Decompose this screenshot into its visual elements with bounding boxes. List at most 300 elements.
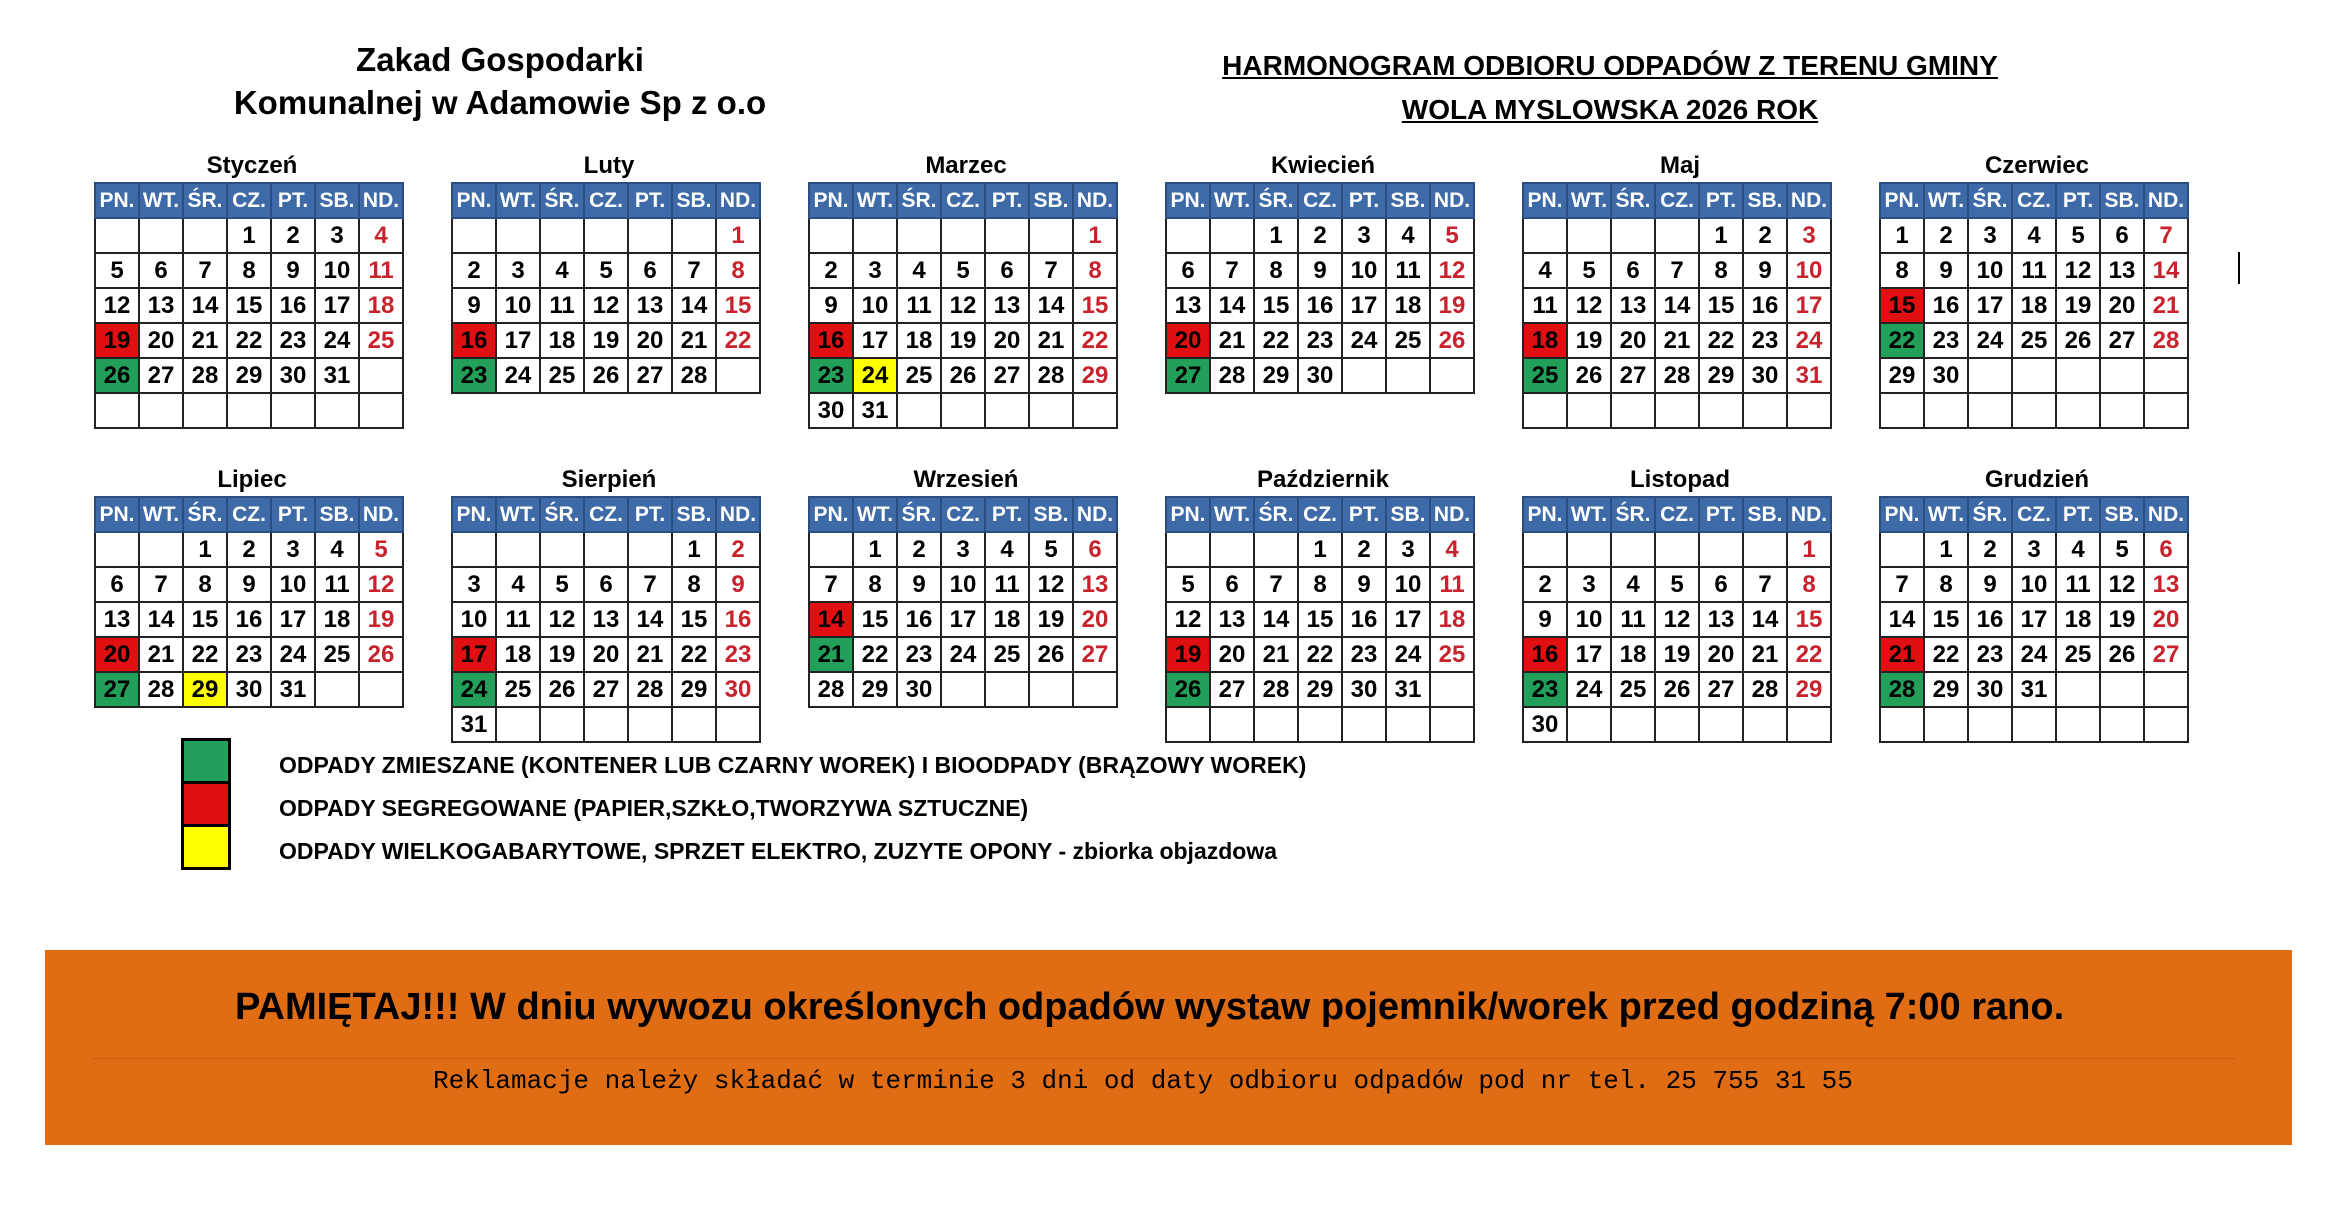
day-cell: 27 [584, 672, 628, 707]
day-cell: 16 [716, 602, 760, 637]
weekday-header: PT. [1342, 183, 1386, 218]
empty-cell [1210, 532, 1254, 567]
day-cell: 22 [227, 323, 271, 358]
day-cell: 20 [1699, 637, 1743, 672]
day-cell: 3 [853, 253, 897, 288]
day-cell: 14 [809, 602, 853, 637]
day-cell: 30 [271, 358, 315, 393]
day-cell: 19 [2100, 602, 2144, 637]
weekday-header: PT. [1342, 497, 1386, 532]
empty-cell [1968, 358, 2012, 393]
day-cell: 24 [2012, 637, 2056, 672]
title-line-2: WOLA MYSLOWSKA 2026 ROK [1401, 94, 1819, 125]
empty-cell [540, 707, 584, 742]
weekday-header: WT. [1567, 183, 1611, 218]
empty-cell [540, 532, 584, 567]
day-cell: 12 [1655, 602, 1699, 637]
weekday-header: SB. [315, 183, 359, 218]
legend-swatch-yellow [181, 824, 231, 870]
empty-cell [584, 707, 628, 742]
empty-cell [1298, 707, 1342, 742]
weekday-header: ND. [359, 183, 403, 218]
day-cell: 4 [359, 218, 403, 253]
day-cell: 1 [1787, 532, 1831, 567]
day-cell: 26 [2056, 323, 2100, 358]
day-cell: 4 [1523, 253, 1567, 288]
day-cell: 3 [1968, 218, 2012, 253]
day-cell: 24 [496, 358, 540, 393]
empty-cell [1880, 707, 1924, 742]
day-cell: 7 [1880, 567, 1924, 602]
day-cell: 1 [716, 218, 760, 253]
weekday-header: PN. [95, 183, 139, 218]
empty-cell [941, 218, 985, 253]
day-cell: 26 [1567, 358, 1611, 393]
empty-cell [985, 393, 1029, 428]
day-cell: 14 [628, 602, 672, 637]
day-cell: 24 [1787, 323, 1831, 358]
day-cell: 29 [227, 358, 271, 393]
empty-cell [2144, 393, 2188, 428]
day-cell: 26 [1430, 323, 1474, 358]
empty-cell [2012, 358, 2056, 393]
day-cell: 23 [897, 637, 941, 672]
day-cell: 30 [1743, 358, 1787, 393]
day-cell: 25 [315, 637, 359, 672]
empty-cell [897, 218, 941, 253]
empty-cell [496, 707, 540, 742]
day-cell: 12 [359, 567, 403, 602]
day-cell: 3 [271, 532, 315, 567]
day-cell: 6 [1073, 532, 1117, 567]
day-cell: 18 [1430, 602, 1474, 637]
day-cell: 13 [2100, 253, 2144, 288]
empty-cell [1743, 707, 1787, 742]
day-cell: 22 [1924, 637, 1968, 672]
day-cell: 6 [985, 253, 1029, 288]
day-cell: 10 [941, 567, 985, 602]
day-cell: 2 [1342, 532, 1386, 567]
day-cell: 6 [628, 253, 672, 288]
month-calendar [1879, 464, 2195, 743]
day-cell: 9 [1298, 253, 1342, 288]
day-cell: 13 [1073, 567, 1117, 602]
empty-cell [941, 672, 985, 707]
empty-cell [183, 218, 227, 253]
day-cell: 12 [95, 288, 139, 323]
day-cell: 5 [941, 253, 985, 288]
reminder-banner [45, 950, 2292, 1145]
day-cell: 10 [271, 567, 315, 602]
day-cell: 19 [2056, 288, 2100, 323]
day-cell: 23 [809, 358, 853, 393]
day-cell: 27 [95, 672, 139, 707]
day-cell: 1 [1073, 218, 1117, 253]
empty-cell [1166, 707, 1210, 742]
legend-label-green: ODPADY ZMIESZANE (KONTENER LUB CZARNY WOREK) I BIOODPADY (BRĄZOWY WOREK) [279, 752, 1307, 778]
day-cell: 4 [2056, 532, 2100, 567]
day-cell: 21 [1210, 323, 1254, 358]
weekday-header: ŚR. [540, 497, 584, 532]
empty-cell [2100, 358, 2144, 393]
day-cell: 21 [1655, 323, 1699, 358]
empty-cell [1880, 393, 1924, 428]
month-name: Luty [583, 152, 635, 179]
weekday-header: ND. [716, 497, 760, 532]
day-cell: 13 [2144, 567, 2188, 602]
day-cell: 11 [1523, 288, 1567, 323]
day-cell: 31 [315, 358, 359, 393]
empty-cell [271, 393, 315, 428]
day-cell: 17 [1386, 602, 1430, 637]
weekday-header: CZ. [584, 497, 628, 532]
day-cell: 17 [1342, 288, 1386, 323]
month-name: Kwiecień [1270, 152, 1376, 179]
day-cell: 1 [1298, 532, 1342, 567]
day-cell: 1 [672, 532, 716, 567]
empty-cell [672, 707, 716, 742]
day-cell: 26 [941, 358, 985, 393]
day-cell: 9 [1342, 567, 1386, 602]
empty-cell [2144, 707, 2188, 742]
empty-cell [1166, 532, 1210, 567]
day-cell: 31 [271, 672, 315, 707]
weekday-header: CZ. [2012, 497, 2056, 532]
day-cell: 16 [1298, 288, 1342, 323]
day-cell: 29 [1298, 672, 1342, 707]
weekday-header: CZ. [227, 183, 271, 218]
empty-cell [496, 218, 540, 253]
empty-cell [716, 358, 760, 393]
day-cell: 11 [540, 288, 584, 323]
title-line-1: HARMONOGRAM ODBIORU ODPADÓW Z TERENU GMINY [1222, 50, 1998, 81]
empty-cell [1924, 393, 1968, 428]
day-cell: 18 [359, 288, 403, 323]
day-cell: 14 [2144, 253, 2188, 288]
day-cell: 3 [496, 253, 540, 288]
day-cell: 26 [1655, 672, 1699, 707]
day-cell: 21 [628, 637, 672, 672]
day-cell: 6 [1166, 253, 1210, 288]
empty-cell [1611, 218, 1655, 253]
day-cell: 2 [1924, 218, 1968, 253]
empty-cell [2012, 707, 2056, 742]
day-cell: 21 [2144, 288, 2188, 323]
empty-cell [941, 393, 985, 428]
empty-cell [1567, 532, 1611, 567]
month-calendar [1522, 150, 1838, 429]
day-cell: 24 [271, 637, 315, 672]
day-cell: 24 [1386, 637, 1430, 672]
weekday-header: CZ. [1298, 497, 1342, 532]
day-cell: 27 [1073, 637, 1117, 672]
company-name [150, 38, 850, 124]
day-cell: 20 [985, 323, 1029, 358]
day-cell: 27 [985, 358, 1029, 393]
day-cell: 13 [95, 602, 139, 637]
day-cell: 10 [496, 288, 540, 323]
day-cell: 28 [1880, 672, 1924, 707]
day-cell: 12 [1430, 253, 1474, 288]
day-cell: 5 [1567, 253, 1611, 288]
weekday-header: ND. [1430, 497, 1474, 532]
weekday-header: ND. [1430, 183, 1474, 218]
day-cell: 19 [359, 602, 403, 637]
day-cell: 31 [853, 393, 897, 428]
day-cell: 11 [985, 567, 1029, 602]
month-calendar [808, 464, 1124, 708]
day-cell: 17 [496, 323, 540, 358]
day-cell: 29 [672, 672, 716, 707]
weekday-header: ŚR. [1254, 183, 1298, 218]
weekday-header: PT. [271, 183, 315, 218]
month-table [451, 496, 761, 743]
day-cell: 7 [672, 253, 716, 288]
weekday-header: PN. [452, 183, 496, 218]
day-cell: 26 [1029, 637, 1073, 672]
day-cell: 17 [315, 288, 359, 323]
day-cell: 27 [1611, 358, 1655, 393]
day-cell: 18 [897, 323, 941, 358]
empty-cell [139, 393, 183, 428]
day-cell: 27 [1210, 672, 1254, 707]
month-table [1522, 496, 1832, 743]
day-cell: 16 [1523, 637, 1567, 672]
day-cell: 9 [227, 567, 271, 602]
weekday-header: PT. [2056, 183, 2100, 218]
day-cell: 21 [1254, 637, 1298, 672]
day-cell: 15 [1924, 602, 1968, 637]
day-cell: 15 [853, 602, 897, 637]
empty-cell [1254, 707, 1298, 742]
empty-cell [2144, 672, 2188, 707]
day-cell: 22 [1298, 637, 1342, 672]
empty-cell [1210, 707, 1254, 742]
day-cell: 29 [1924, 672, 1968, 707]
day-cell: 26 [95, 358, 139, 393]
empty-cell [2100, 393, 2144, 428]
empty-cell [1655, 218, 1699, 253]
weekday-header: PN. [809, 497, 853, 532]
day-cell: 25 [1523, 358, 1567, 393]
day-cell: 30 [1298, 358, 1342, 393]
empty-cell [985, 672, 1029, 707]
day-cell: 14 [1655, 288, 1699, 323]
empty-cell [139, 532, 183, 567]
complaints-text: Reklamacje należy składać w terminie 3 dni od daty odbioru odpadów pod nr tel. 25 755 31 55 [433, 1066, 1853, 1096]
empty-cell [1523, 393, 1567, 428]
day-cell: 17 [1787, 288, 1831, 323]
day-cell: 15 [1787, 602, 1831, 637]
weekday-header: SB. [2100, 497, 2144, 532]
weekday-header: PT. [985, 183, 1029, 218]
day-cell: 28 [1655, 358, 1699, 393]
day-cell: 5 [1430, 218, 1474, 253]
day-cell: 14 [1743, 602, 1787, 637]
weekday-header: WT. [853, 183, 897, 218]
day-cell: 15 [1699, 288, 1743, 323]
month-calendar [808, 150, 1124, 429]
weekday-header: PN. [1880, 497, 1924, 532]
weekday-header: CZ. [227, 497, 271, 532]
day-cell: 27 [2100, 323, 2144, 358]
day-cell: 23 [452, 358, 496, 393]
day-cell: 16 [452, 323, 496, 358]
day-cell: 29 [183, 672, 227, 707]
day-cell: 20 [628, 323, 672, 358]
weekday-header: ŚR. [183, 497, 227, 532]
weekday-header: ŚR. [1968, 497, 2012, 532]
empty-cell [897, 393, 941, 428]
weekday-header: WT. [853, 497, 897, 532]
day-cell: 29 [1880, 358, 1924, 393]
day-cell: 15 [1880, 288, 1924, 323]
day-cell: 5 [2056, 218, 2100, 253]
empty-cell [2012, 393, 2056, 428]
day-cell: 19 [584, 323, 628, 358]
day-cell: 1 [1880, 218, 1924, 253]
day-cell: 9 [271, 253, 315, 288]
empty-cell [1029, 218, 1073, 253]
day-cell: 3 [1342, 218, 1386, 253]
day-cell: 24 [452, 672, 496, 707]
day-cell: 16 [271, 288, 315, 323]
day-cell: 5 [359, 532, 403, 567]
weekday-header: SB. [1386, 497, 1430, 532]
day-cell: 1 [183, 532, 227, 567]
day-cell: 3 [452, 567, 496, 602]
weekday-header: ŚR. [1611, 497, 1655, 532]
day-cell: 6 [2144, 532, 2188, 567]
month-name: Sierpień [561, 466, 657, 493]
day-cell: 22 [716, 323, 760, 358]
day-cell: 9 [1924, 253, 1968, 288]
empty-cell [1254, 532, 1298, 567]
day-cell: 7 [1254, 567, 1298, 602]
day-cell: 20 [95, 637, 139, 672]
day-cell: 28 [1210, 358, 1254, 393]
day-cell: 12 [1029, 567, 1073, 602]
day-cell: 21 [809, 637, 853, 672]
empty-cell [95, 218, 139, 253]
legend-swatch-green [181, 738, 231, 784]
day-cell: 23 [271, 323, 315, 358]
day-cell: 8 [1254, 253, 1298, 288]
weekday-header: PN. [452, 497, 496, 532]
day-cell: 11 [315, 567, 359, 602]
day-cell: 4 [985, 532, 1029, 567]
day-cell: 2 [1298, 218, 1342, 253]
day-cell: 21 [1029, 323, 1073, 358]
day-cell: 18 [540, 323, 584, 358]
month-calendar [1879, 150, 2195, 429]
day-cell: 18 [1386, 288, 1430, 323]
day-cell: 28 [628, 672, 672, 707]
weekday-header: WT. [1924, 497, 1968, 532]
weekday-header: CZ. [1655, 183, 1699, 218]
empty-cell [1611, 532, 1655, 567]
weekday-header: PT. [628, 183, 672, 218]
weekday-header: ND. [2144, 497, 2188, 532]
empty-cell [1430, 672, 1474, 707]
empty-cell [183, 393, 227, 428]
day-cell: 15 [1073, 288, 1117, 323]
empty-cell [809, 532, 853, 567]
day-cell: 10 [2012, 567, 2056, 602]
month-calendar [451, 464, 767, 743]
empty-cell [1029, 393, 1073, 428]
day-cell: 28 [672, 358, 716, 393]
day-cell: 7 [183, 253, 227, 288]
weekday-header: ND. [2144, 183, 2188, 218]
empty-cell [628, 532, 672, 567]
day-cell: 18 [496, 637, 540, 672]
day-cell: 7 [628, 567, 672, 602]
day-cell: 7 [2144, 218, 2188, 253]
day-cell: 16 [227, 602, 271, 637]
day-cell: 24 [941, 637, 985, 672]
day-cell: 17 [1968, 288, 2012, 323]
empty-cell [359, 393, 403, 428]
weekday-header: SB. [2100, 183, 2144, 218]
weekday-header: WT. [1924, 183, 1968, 218]
day-cell: 19 [95, 323, 139, 358]
day-cell: 1 [1924, 532, 1968, 567]
day-cell: 13 [985, 288, 1029, 323]
day-cell: 19 [540, 637, 584, 672]
day-cell: 10 [1787, 253, 1831, 288]
month-name: Grudzień [1984, 466, 2089, 493]
empty-cell [1567, 218, 1611, 253]
day-cell: 6 [2100, 218, 2144, 253]
day-cell: 3 [1567, 567, 1611, 602]
weekday-header: SB. [1029, 497, 1073, 532]
empty-cell [452, 218, 496, 253]
day-cell: 16 [1924, 288, 1968, 323]
day-cell: 16 [897, 602, 941, 637]
day-cell: 23 [1968, 637, 2012, 672]
day-cell: 26 [540, 672, 584, 707]
empty-cell [1342, 358, 1386, 393]
day-cell: 25 [2012, 323, 2056, 358]
day-cell: 12 [1567, 288, 1611, 323]
weekday-header: PN. [95, 497, 139, 532]
day-cell: 15 [183, 602, 227, 637]
empty-cell [315, 672, 359, 707]
day-cell: 25 [359, 323, 403, 358]
empty-cell [2056, 707, 2100, 742]
day-cell: 7 [1655, 253, 1699, 288]
day-cell: 30 [716, 672, 760, 707]
empty-cell [1611, 707, 1655, 742]
day-cell: 29 [1073, 358, 1117, 393]
weekday-header: WT. [139, 183, 183, 218]
day-cell: 15 [1298, 602, 1342, 637]
month-name: Październik [1256, 466, 1390, 493]
empty-cell [496, 532, 540, 567]
schedule-title [1110, 44, 2110, 132]
day-cell: 28 [183, 358, 227, 393]
day-cell: 25 [985, 637, 1029, 672]
weekday-header: PN. [809, 183, 853, 218]
day-cell: 12 [1166, 602, 1210, 637]
weekday-header: ND. [359, 497, 403, 532]
day-cell: 3 [1386, 532, 1430, 567]
day-cell: 5 [95, 253, 139, 288]
month-table [1165, 496, 1475, 743]
day-cell: 30 [809, 393, 853, 428]
day-cell: 31 [2012, 672, 2056, 707]
